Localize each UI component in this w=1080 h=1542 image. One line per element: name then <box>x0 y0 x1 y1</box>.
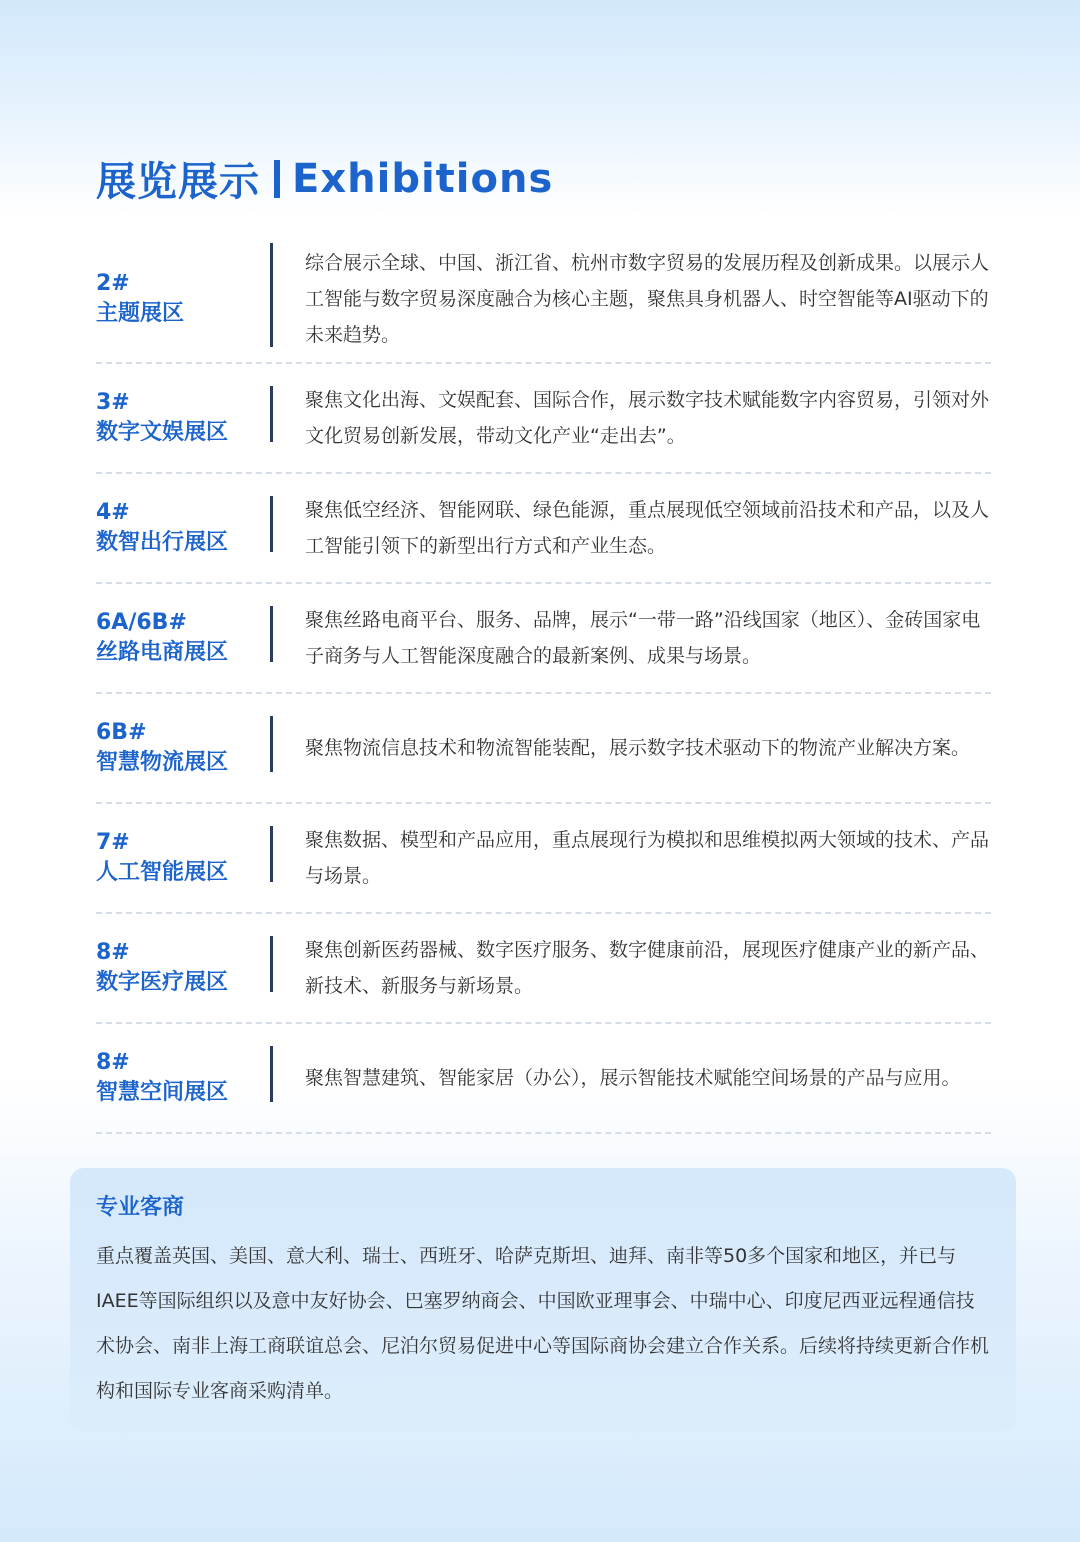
buyers-text: 重点覆盖英国、美国、意大利、瑞士、西班牙、哈萨克斯坦、迪拜、南非等50多个国家和地区，并已与IAEE等国际组织以及意中友好协会、巴塞罗纳商会、中国欧亚理事会、中瑞中心、印度尼西亚远程通信技术协会、南非上海工商联谊总会、尼泊尔贸易促进中心等国际商协会建立合作关系。后续将持续更新合作机构和国际专业客商采购清单。 <box>96 1245 990 1402</box>
zone-name: 智慧物流展区 <box>96 750 229 775</box>
exhibition-row <box>96 584 991 694</box>
zone-name: 人工智能展区 <box>96 860 229 885</box>
zone-description: 聚焦创新医药器械、数字医疗服务、数字健康前沿，展现医疗健康产业的新产品、新技术、新服务与新场景。 <box>305 939 990 997</box>
title-divider <box>274 160 280 198</box>
row-divider <box>270 243 273 347</box>
zone-description: 聚焦文化出海、文娱配套、国际合作，展示数字技术赋能数字内容贸易，引领对外文化贸易创新发展，带动文化产业“走出去”。 <box>305 389 990 447</box>
hall-code: 6A/6B# <box>96 610 187 635</box>
hall-code: 6B# <box>96 720 147 745</box>
zone-name: 智慧空间展区 <box>96 1080 229 1105</box>
row-divider <box>270 606 273 662</box>
row-divider <box>270 716 273 772</box>
buyers-panel <box>70 1168 1016 1431</box>
exhibition-list <box>96 236 991 1134</box>
exhibition-label <box>96 236 266 362</box>
hall-code: 8# <box>96 940 130 965</box>
exhibition-row <box>96 694 991 804</box>
exhibition-row <box>96 236 991 364</box>
page-title-en: Exhibitions <box>292 155 554 202</box>
exhibition-label <box>96 914 266 1022</box>
hall-code: 8# <box>96 1050 130 1075</box>
zone-name: 数智出行展区 <box>96 530 229 555</box>
exhibition-label <box>96 1024 266 1132</box>
exhibition-label <box>96 804 266 912</box>
row-divider <box>270 1046 273 1102</box>
row-divider <box>270 386 273 442</box>
zone-description: 聚焦丝路电商平台、服务、品牌，展示“一带一路”沿线国家（地区）、金砖国家电子商务与人工智能深度融合的最新案例、成果与场景。 <box>305 609 981 667</box>
exhibition-row <box>96 914 991 1024</box>
hall-code: 7# <box>96 830 130 855</box>
page-title-cn: 展览展示 <box>96 159 260 205</box>
row-divider <box>270 826 273 882</box>
row-divider <box>270 496 273 552</box>
exhibition-row <box>96 364 991 474</box>
row-divider <box>270 936 273 992</box>
zone-name: 数字文娱展区 <box>96 420 229 445</box>
exhibition-label <box>96 474 266 582</box>
zone-description: 聚焦低空经济、智能网联、绿色能源，重点展现低空领域前沿技术和产品，以及人工智能引领下的新型出行方式和产业生态。 <box>305 499 990 557</box>
hall-code: 3# <box>96 390 130 415</box>
zone-description: 综合展示全球、中国、浙江省、杭州市数字贸易的发展历程及创新成果。以展示人工智能与数字贸易深度融合为核心主题，聚焦具身机器人、时空智能等AI驱动下的未来趋势。 <box>305 252 990 346</box>
exhibition-label <box>96 694 266 802</box>
page-title <box>96 150 553 207</box>
zone-name: 丝路电商展区 <box>96 640 229 665</box>
hall-code: 4# <box>96 500 130 525</box>
exhibition-row <box>96 474 991 584</box>
buyers-title: 专业客商 <box>96 1195 185 1220</box>
zone-description: 聚焦物流信息技术和物流智能装配，展示数字技术驱动下的物流产业解决方案。 <box>305 737 971 759</box>
zone-description: 聚焦智慧建筑、智能家居（办公），展示智能技术赋能空间场景的产品与应用。 <box>305 1067 961 1089</box>
zone-description: 聚焦数据、模型和产品应用，重点展现行为模拟和思维模拟两大领域的技术、产品与场景。 <box>305 829 990 887</box>
zone-name: 主题展区 <box>96 301 185 326</box>
zone-name: 数字医疗展区 <box>96 970 229 995</box>
exhibition-row <box>96 1024 991 1134</box>
exhibition-row <box>96 804 991 914</box>
exhibition-label <box>96 364 266 472</box>
exhibition-label <box>96 584 266 692</box>
hall-code: 2# <box>96 271 130 296</box>
